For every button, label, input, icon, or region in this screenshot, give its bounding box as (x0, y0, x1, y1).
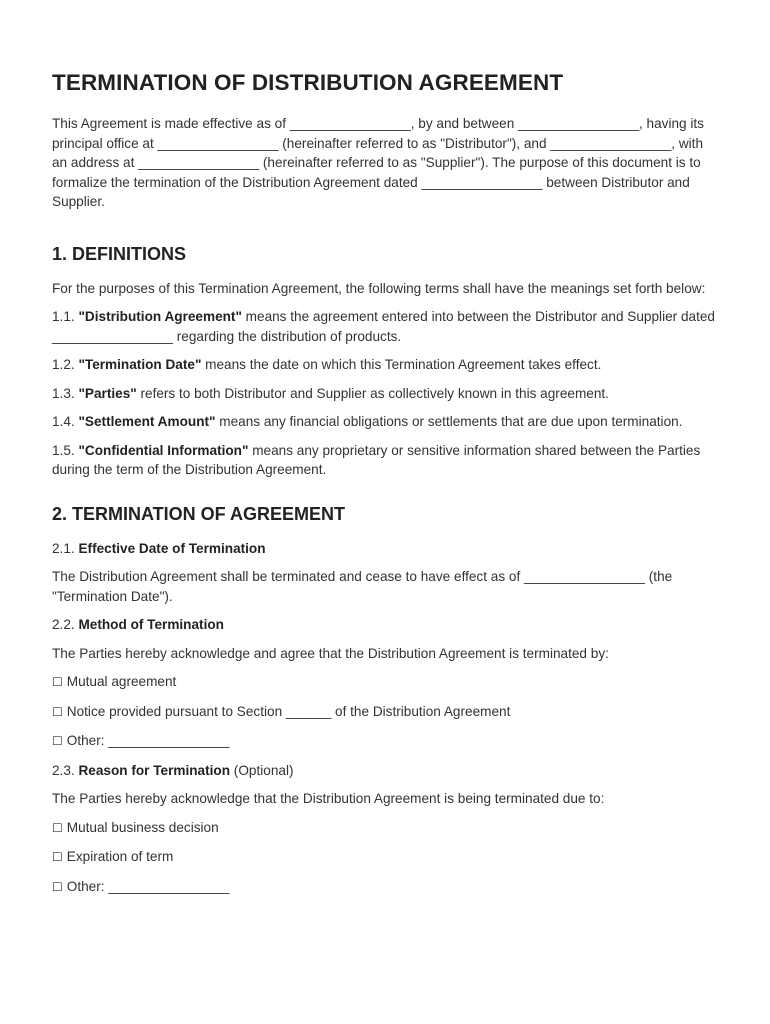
checkbox-label: Notice provided pursuant to Section ______ of the Distribution Agreement (66, 703, 511, 719)
section-1-heading: 1. DEFINITIONS (52, 243, 187, 264)
subsection-2-3-heading (52, 761, 718, 781)
definition-text: means any proprietary or sensitive information shared between the Parties during the term of the Distribution Agreement. (52, 442, 701, 477)
subsection-2-3-text: The Parties hereby acknowledge that the Distribution Agreement is being terminated due to: (52, 791, 605, 806)
definition-term: "Distribution Agreement" (78, 309, 242, 324)
definition-number: 1.2. (52, 357, 75, 372)
document-title: TERMINATION OF DISTRIBUTION AGREEMENT (52, 70, 564, 95)
checkbox-option[interactable] (52, 818, 718, 839)
subsection-2-1-text: The Distribution Agreement shall be terminated and cease to have effect as of ________________ (the "Termination Date"). (52, 569, 673, 604)
definition-item (52, 307, 718, 346)
checkbox-option[interactable] (52, 877, 718, 898)
checkbox-option[interactable] (52, 702, 718, 723)
definition-number: 1.3. (52, 385, 75, 401)
checkbox-icon[interactable]: ☐ (52, 704, 63, 719)
definition-number: 1.4. (52, 414, 75, 429)
definition-number: 1.5. (52, 442, 75, 458)
checkbox-icon[interactable]: ☐ (52, 879, 63, 894)
definition-term: "Termination Date" (78, 357, 202, 372)
subsection-title: Method of Termination (78, 617, 224, 632)
subsection-number: 2.2. (52, 617, 75, 632)
definitions-lead: For the purposes of this Termination Agreement, the following terms shall have the meanings set forth below: (52, 280, 706, 296)
subsection-2-2-text: The Parties hereby acknowledge and agree that the Distribution Agreement is terminated by: (52, 645, 609, 661)
definition-item (52, 412, 718, 432)
checkbox-option[interactable] (52, 672, 718, 693)
checkbox-icon[interactable]: ☐ (52, 675, 63, 689)
definition-item (52, 441, 718, 480)
subsection-2-1-heading (52, 539, 718, 559)
checkbox-option[interactable] (52, 847, 718, 868)
definition-term: "Settlement Amount" (78, 414, 216, 429)
definition-text: refers to both Distributor and Supplier as collectively known in this agreement. (136, 385, 609, 401)
checkbox-icon[interactable]: ☐ (52, 734, 63, 748)
definition-number: 1.1. (52, 309, 75, 324)
subsection-title: Reason for Termination (78, 762, 231, 778)
subsection-suffix: (Optional) (230, 762, 294, 778)
checkbox-label: Other: ________________ (66, 733, 230, 748)
checkbox-option[interactable] (52, 731, 718, 752)
checkbox-label: Other: ________________ (66, 878, 230, 894)
definition-text: means the date on which this Termination Agreement takes effect. (201, 357, 602, 372)
subsection-title: Effective Date of Termination (78, 540, 266, 556)
checkbox-icon[interactable]: ☐ (52, 850, 63, 864)
definition-text: means any financial obligations or settlements that are due upon termination. (215, 414, 683, 429)
definition-item (52, 355, 718, 375)
checkbox-label: Mutual agreement (66, 674, 177, 689)
definition-item (52, 384, 718, 404)
checkbox-icon[interactable]: ☐ (52, 820, 63, 835)
intro-paragraph: This Agreement is made effective as of ________________, by and between ________________, having its principal office at ________________ (hereinafter referred to as "Distributor"), and ________________, with an address at ________________ (hereinafter referred to as "Supplier"). The purpose of this document is to formalize the termination of the Distribution Agreement dated ________________ between Distributor and Supplier. (52, 116, 704, 209)
definition-term: "Confidential Information" (78, 442, 249, 458)
subsection-number: 2.3. (52, 762, 75, 778)
checkbox-label: Expiration of term (66, 849, 174, 864)
subsection-number: 2.1. (52, 540, 75, 556)
checkbox-label: Mutual business decision (66, 819, 219, 835)
definition-term: "Parties" (78, 385, 137, 401)
section-2-heading: 2. TERMINATION OF AGREEMENT (52, 503, 346, 524)
definition-text: means the agreement entered into between the Distributor and Supplier dated ________________ regarding the distribution of products. (52, 309, 715, 344)
subsection-2-2-heading (52, 615, 718, 635)
